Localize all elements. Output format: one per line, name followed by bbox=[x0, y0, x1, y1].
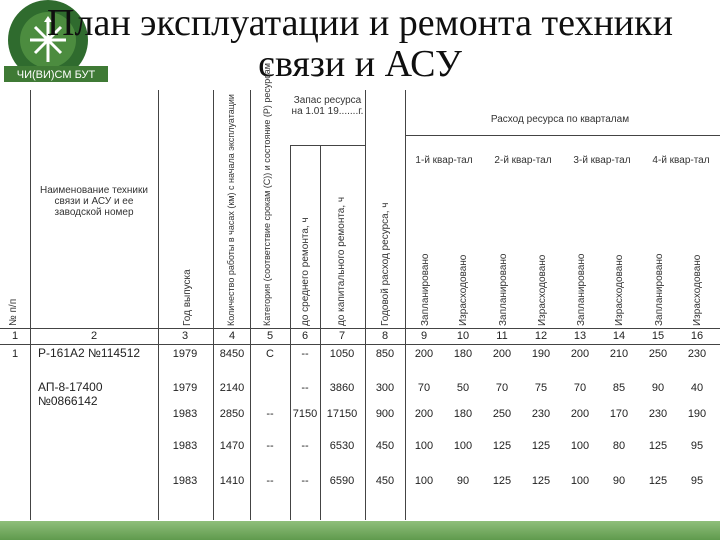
to-capital-cell: 17150 bbox=[326, 408, 358, 420]
hours-cell: 2140 bbox=[219, 382, 245, 394]
to-repair-cell: -- bbox=[301, 382, 309, 394]
quarter-cell: 70 bbox=[573, 382, 587, 394]
column-number: 7 bbox=[338, 330, 346, 342]
quarter4-header: 4-й квар-тал bbox=[652, 155, 710, 166]
header-divider bbox=[0, 328, 720, 329]
quarter-cell: 125 bbox=[648, 440, 668, 452]
hours-cell: 1470 bbox=[219, 440, 245, 452]
year-header: Год выпуска bbox=[182, 269, 193, 326]
q1-actual: Израсходовано bbox=[458, 254, 469, 326]
column-number: 11 bbox=[496, 330, 508, 342]
quarter-cell: 90 bbox=[456, 475, 470, 487]
quarter-cell: 170 bbox=[609, 408, 629, 420]
quarter-cell: 100 bbox=[414, 440, 434, 452]
quarter-cell: 125 bbox=[531, 475, 551, 487]
quarter-cell: 95 bbox=[690, 475, 704, 487]
quarter-cell: 230 bbox=[648, 408, 668, 420]
column-number: 6 bbox=[301, 330, 309, 342]
category-cell: -- bbox=[266, 408, 274, 420]
reserve-header: Запас ресурса на 1.01 19.......г. bbox=[291, 95, 364, 117]
column-number: 16 bbox=[690, 330, 704, 342]
quarter-cell: 90 bbox=[651, 382, 665, 394]
quarter-cell: 190 bbox=[531, 348, 551, 360]
col-line bbox=[158, 90, 159, 520]
col-line bbox=[30, 90, 31, 520]
quarter-cell: 200 bbox=[570, 348, 590, 360]
to-repair-cell: -- bbox=[301, 475, 309, 487]
quarter-cell: 125 bbox=[492, 475, 512, 487]
to-capital-cell: 3860 bbox=[329, 382, 355, 394]
quarter1-header: 1-й квар-тал bbox=[415, 155, 473, 166]
to-capital-header: до капитального ремонта, ч bbox=[336, 196, 347, 326]
quarter-cell: 80 bbox=[612, 440, 626, 452]
column-number: 5 bbox=[266, 330, 274, 342]
quarter-cell: 70 bbox=[495, 382, 509, 394]
to-capital-cell: 6590 bbox=[329, 475, 355, 487]
quarter-cell: 125 bbox=[648, 475, 668, 487]
category-header: Категория (соответствие срокам (С)) и состояние (Р) ресурсам bbox=[262, 63, 272, 326]
col-line bbox=[213, 90, 214, 520]
quarter-cell: 125 bbox=[492, 440, 512, 452]
year-cell: 1979 bbox=[172, 348, 198, 360]
to-repair-cell: -- bbox=[301, 440, 309, 452]
to-repair-cell: 7150 bbox=[292, 408, 318, 420]
quarter-cell: 100 bbox=[570, 440, 590, 452]
annual-cell: 900 bbox=[375, 408, 395, 420]
hours-cell: 1410 bbox=[219, 475, 245, 487]
quarter2-header: 2-й квар-тал bbox=[494, 155, 552, 166]
equipment-name: Р-161А2 №114512 bbox=[38, 346, 141, 360]
logo-caption: ЧИ(ВИ)СМ БУТ bbox=[16, 69, 96, 81]
quarter-cell: 200 bbox=[570, 408, 590, 420]
year-cell: 1983 bbox=[172, 440, 198, 452]
annual-header: Годовой расход ресурса, ч bbox=[380, 202, 391, 326]
to-repair-cell: -- bbox=[301, 348, 309, 360]
quarter-cell: 230 bbox=[531, 408, 551, 420]
hours-header: Количество работы в часах (км) с начала эксплуатации bbox=[226, 94, 236, 326]
category-cell: С bbox=[266, 348, 274, 360]
category-cell: -- bbox=[266, 440, 274, 452]
row-number: 1 bbox=[11, 348, 19, 360]
to-capital-cell: 1050 bbox=[329, 348, 355, 360]
q1-planned: Запланировано bbox=[420, 253, 431, 326]
quarter3-header: 3-й квар-тал bbox=[573, 155, 631, 166]
quarter-cell: 90 bbox=[612, 475, 626, 487]
quarter-cell: 210 bbox=[609, 348, 629, 360]
quarter-cell: 85 bbox=[612, 382, 626, 394]
bottom-accent-bar bbox=[0, 521, 720, 540]
quarter-cell: 190 bbox=[687, 408, 707, 420]
column-number: 9 bbox=[420, 330, 428, 342]
equipment-name: АП-8-17400 №0866142 bbox=[38, 380, 103, 408]
quarter-divider bbox=[405, 135, 720, 136]
quarter-cell: 250 bbox=[492, 408, 512, 420]
reserve-divider bbox=[290, 145, 365, 146]
col-line bbox=[365, 90, 366, 520]
quarter-cell: 200 bbox=[414, 408, 434, 420]
category-cell: -- bbox=[266, 475, 274, 487]
quarter-cell: 180 bbox=[453, 348, 473, 360]
q4-actual: Израсходовано bbox=[692, 254, 703, 326]
annual-cell: 450 bbox=[375, 475, 395, 487]
hours-cell: 8450 bbox=[219, 348, 245, 360]
column-number: 1 bbox=[11, 330, 19, 342]
col-line bbox=[405, 90, 406, 520]
quarter-cell: 100 bbox=[570, 475, 590, 487]
q2-actual: Израсходовано bbox=[537, 254, 548, 326]
quarter-cell: 230 bbox=[687, 348, 707, 360]
quarter-cell: 40 bbox=[690, 382, 704, 394]
quarter-cell: 125 bbox=[531, 440, 551, 452]
year-cell: 1983 bbox=[172, 475, 198, 487]
col-line bbox=[250, 90, 251, 520]
quarter-cell: 95 bbox=[690, 440, 704, 452]
quarter-cell: 50 bbox=[456, 382, 470, 394]
col-line bbox=[320, 145, 321, 520]
q3-planned: Запланировано bbox=[576, 253, 587, 326]
quarter-cell: 180 bbox=[453, 408, 473, 420]
name-header: Наименование техники связи и АСУ и ее заводской номер bbox=[40, 185, 148, 218]
quarter-cell: 100 bbox=[453, 440, 473, 452]
quarter-cell: 200 bbox=[414, 348, 434, 360]
column-number: 10 bbox=[456, 330, 470, 342]
q3-actual: Израсходовано bbox=[614, 254, 625, 326]
to-repair-header: до среднего ремонта, ч bbox=[300, 217, 311, 326]
column-number: 13 bbox=[573, 330, 587, 342]
column-number: 14 bbox=[612, 330, 626, 342]
year-cell: 1979 bbox=[172, 382, 198, 394]
page-title-line2: связи и АСУ bbox=[258, 43, 462, 85]
year-cell: 1983 bbox=[172, 408, 198, 420]
column-number: 3 bbox=[181, 330, 189, 342]
to-capital-cell: 6530 bbox=[329, 440, 355, 452]
hours-cell: 2850 bbox=[219, 408, 245, 420]
column-number: 15 bbox=[651, 330, 665, 342]
numbers-divider bbox=[0, 344, 720, 345]
quarter-cell: 250 bbox=[648, 348, 668, 360]
quarter-cell: 100 bbox=[414, 475, 434, 487]
page-title-line1: План эксплуатации и ремонта техники bbox=[47, 2, 673, 44]
annual-cell: 450 bbox=[375, 440, 395, 452]
num-header: № п/п bbox=[8, 298, 19, 326]
column-number: 12 bbox=[534, 330, 548, 342]
q4-planned: Запланировано bbox=[654, 253, 665, 326]
quarter-cell: 200 bbox=[492, 348, 512, 360]
column-number: 8 bbox=[381, 330, 389, 342]
annual-cell: 300 bbox=[375, 382, 395, 394]
q2-planned: Запланировано bbox=[498, 253, 509, 326]
consumption-header: Расход ресурса по кварталам bbox=[490, 114, 630, 125]
quarter-cell: 70 bbox=[417, 382, 431, 394]
annual-cell: 850 bbox=[375, 348, 395, 360]
column-number: 2 bbox=[90, 330, 98, 342]
column-number: 4 bbox=[228, 330, 236, 342]
quarter-cell: 75 bbox=[534, 382, 548, 394]
